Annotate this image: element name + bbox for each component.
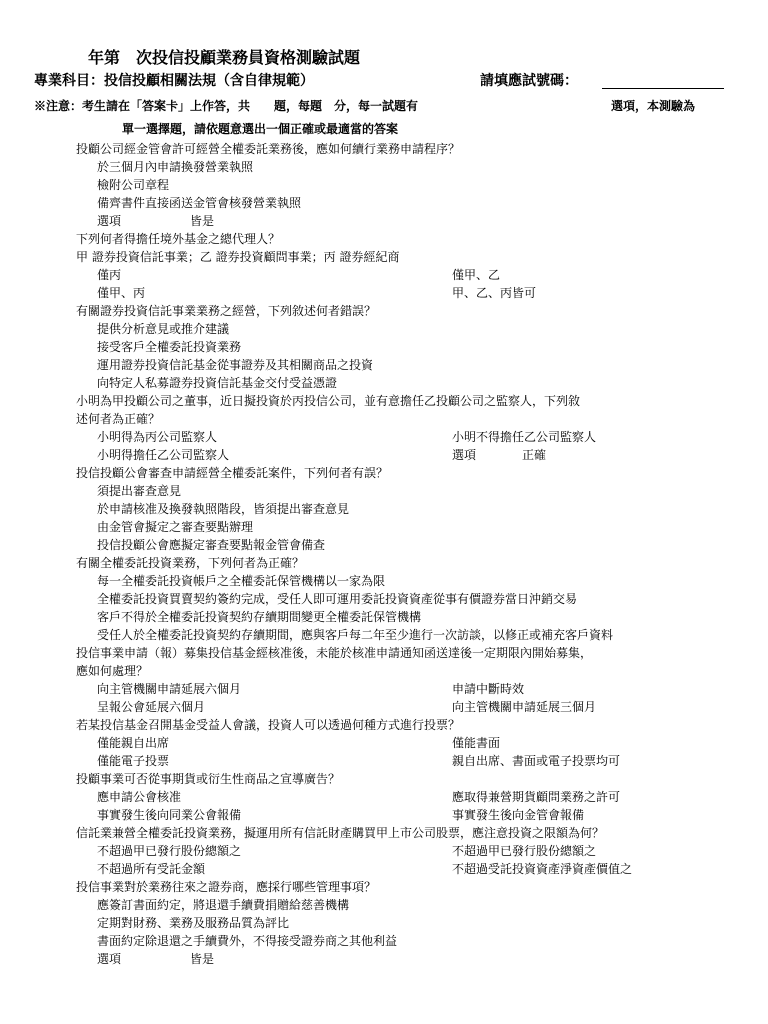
question-stem: 投顧事業可否從事期貨或衍生性商品之宣導廣告？ xyxy=(76,772,341,786)
option: 書面約定除退還之手續費外，不得接受證券商之其他利益 xyxy=(97,934,398,948)
question-stem-line: 述何者為正確？ xyxy=(76,412,161,426)
question-stem: 有關證券投資信託事業業務之經營，下列敘述何者錯誤？ xyxy=(76,304,377,318)
question-stem: 若某投信基金召開基金受益人會議，投資人可以透過何種方式進行投票？ xyxy=(76,718,461,732)
exam-number-field xyxy=(602,88,724,89)
option: 提供分析意見或推介建議 xyxy=(97,322,230,336)
option: 應簽訂書面約定，將退還手續費捐贈給慈善機構 xyxy=(97,898,350,912)
option: 不超過甲已發行股份總額之 xyxy=(452,844,597,858)
option: 小明不得擔任乙公司監察人 xyxy=(452,430,597,444)
option: 皆是 xyxy=(190,214,215,228)
option: 選項 xyxy=(452,448,477,462)
option: 正確 xyxy=(522,448,547,462)
question-stem: 投信事業對於業務往來之證券商，應採行哪些管理事項？ xyxy=(76,880,377,894)
option: 僅甲、丙 xyxy=(97,286,146,300)
option: 接受客戶全權委託投資業務 xyxy=(97,340,242,354)
option: 客戶不得於全權委託投資契約存續期間變更全權委託保管機構 xyxy=(97,610,422,624)
option: 呈報公會延展六個月 xyxy=(97,700,206,714)
option: 僅能電子投票 xyxy=(97,754,170,768)
option: 每一全權委託投資帳戶之全權委託保管機構以一家為限 xyxy=(97,574,386,588)
option: 不超過甲已發行股份總額之 xyxy=(97,844,242,858)
option: 僅能書面 xyxy=(452,736,501,750)
option: 全權委託投資買賣契約簽約完成，受任人即可運用委託投資資產從事有價證券當日沖銷交易 xyxy=(97,592,578,606)
subject-line: 專業科目：投信投顧相關法規（含自律規範） xyxy=(34,73,314,89)
option: 受任人於全權委託投資契約存續期間，應與客戶每二年至少進行一次訪談，以修正或補充客戶資料 xyxy=(97,628,614,642)
option: 親自出席、書面或電子投票均可 xyxy=(452,754,621,768)
notice-left: ※注意：考生請在「答案卡」上作答，共 題，每題 分，每一試題有 xyxy=(34,99,419,113)
notice-right: 選項，本測驗為 xyxy=(611,99,696,113)
option: 由金管會擬定之審查要點辦理 xyxy=(97,520,254,534)
option: 運用證券投資信託基金從事證券及其相關商品之投資 xyxy=(97,358,374,372)
option: 不超過受託投資資產淨資產價值之 xyxy=(452,862,633,876)
option: 僅能親自出席 xyxy=(97,736,170,750)
option: 不超過所有受託金額 xyxy=(97,862,206,876)
question-stem: 投信事業申請（報）募集投信基金經核准後，未能於核准申請通知函送達後一定期限內開始募集， xyxy=(76,646,593,660)
option: 皆是 xyxy=(190,952,215,966)
option: 事實發生後向金管會報備 xyxy=(452,808,585,822)
question-stem: 信託業兼營全權委託投資業務，擬運用所有信託財產購買甲上市公司股票，應注意投資之限額為何？ xyxy=(76,826,605,840)
option: 定期對財務、業務及服務品質為評比 xyxy=(97,916,290,930)
option: 向特定人私募證券投資信託基金交付受益憑證 xyxy=(97,376,338,390)
option: 向主管機關申請延展三個月 xyxy=(452,700,597,714)
option: 小明得為丙公司監察人 xyxy=(97,430,218,444)
exam-number-label: 請填應試號碼： xyxy=(480,73,578,89)
question-stem: 下列何者得擔任境外基金之總代理人？ xyxy=(76,232,281,246)
option: 事實發生後向同業公會報備 xyxy=(97,808,242,822)
option: 應申請公會核准 xyxy=(97,790,182,804)
option: 僅甲、乙 xyxy=(452,268,501,282)
question-stem: 小明為甲投顧公司之董事，近日擬投資於丙投信公司，並有意擔任乙投顧公司之監察人，下列敘 xyxy=(76,394,581,408)
option: 僅丙 xyxy=(97,268,122,282)
option: 向主管機關申請延展六個月 xyxy=(97,682,242,696)
option: 小明得擔任乙公司監察人 xyxy=(97,448,230,462)
option: 於申請核准及換發執照階段，皆須提出審查意見 xyxy=(97,502,350,516)
option: 甲、乙、丙皆可 xyxy=(452,286,537,300)
option: 備齊書件直接函送金管會核發營業執照 xyxy=(97,196,302,210)
question-stem-line: 應如何處理？ xyxy=(76,664,149,678)
option: 選項 xyxy=(97,952,122,966)
option: 應取得兼營期貨顧問業務之許可 xyxy=(452,790,621,804)
option: 於三個月內申請換發營業執照 xyxy=(97,160,254,174)
option: 投信投顧公會應擬定審查要點報金管會備查 xyxy=(97,538,326,552)
exam-title: 年第 次投信投顧業務員資格測驗試題 xyxy=(88,48,361,67)
option: 須提出審查意見 xyxy=(97,484,182,498)
option: 申請中斷時效 xyxy=(452,682,525,696)
question-stem: 有關全權委託投資業務，下列何者為正確？ xyxy=(76,556,305,570)
instruction: 單一選擇題，請依題意選出一個正確或最適當的答案 xyxy=(122,122,399,136)
option: 檢附公司章程 xyxy=(97,178,170,192)
question-stem: 投顧公司經金管會許可經營全權委託業務後，應如何續行業務申請程序？ xyxy=(76,142,461,156)
question-stem-line: 甲 證券投資信託事業；乙 證券投資顧問事業；丙 證券經紀商 xyxy=(76,250,400,264)
question-stem: 投信投顧公會審查申請經營全權委託案件，下列何者有誤？ xyxy=(76,466,389,480)
option: 選項 xyxy=(97,214,122,228)
